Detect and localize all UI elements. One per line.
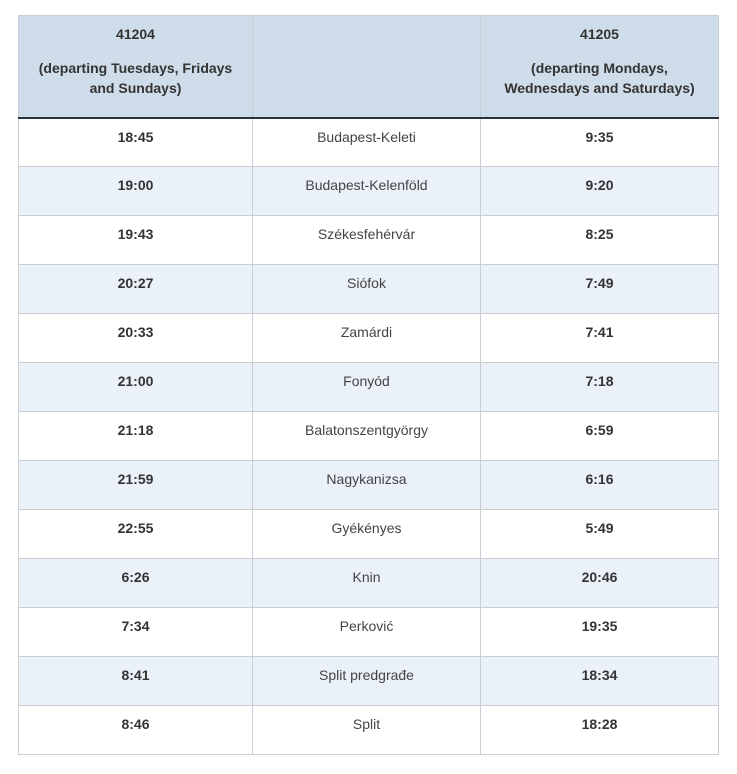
train-number: 41205 xyxy=(580,26,619,42)
time-41204: 20:33 xyxy=(19,314,253,363)
table-row xyxy=(19,608,719,657)
time-41204: 7:34 xyxy=(19,608,253,657)
table-row xyxy=(19,412,719,461)
time-41204: 21:18 xyxy=(19,412,253,461)
table-row xyxy=(19,510,719,559)
time-41205: 7:18 xyxy=(481,363,719,412)
station-name: Gyékényes xyxy=(253,510,481,559)
station-name: Perković xyxy=(253,608,481,657)
timetable-header xyxy=(19,16,719,118)
time-41205: 5:49 xyxy=(481,510,719,559)
time-41204: 21:59 xyxy=(19,461,253,510)
time-41204: 6:26 xyxy=(19,559,253,608)
time-41205: 9:35 xyxy=(481,118,719,167)
station-name: Budapest-Kelenföld xyxy=(253,167,481,216)
time-41205: 20:46 xyxy=(481,559,719,608)
time-41205: 18:34 xyxy=(481,657,719,706)
table-row xyxy=(19,167,719,216)
time-41204: 8:41 xyxy=(19,657,253,706)
table-row xyxy=(19,657,719,706)
time-41204: 19:43 xyxy=(19,216,253,265)
table-row xyxy=(19,559,719,608)
table-row xyxy=(19,216,719,265)
time-41205: 6:16 xyxy=(481,461,719,510)
timetable-body xyxy=(19,118,719,755)
station-name: Split predgrađe xyxy=(253,657,481,706)
header-station xyxy=(253,16,481,118)
time-41205: 19:35 xyxy=(481,608,719,657)
time-41204: 22:55 xyxy=(19,510,253,559)
station-name: Székesfehérvár xyxy=(253,216,481,265)
table-row xyxy=(19,461,719,510)
station-name: Zamárdi xyxy=(253,314,481,363)
time-41205: 18:28 xyxy=(481,706,719,755)
table-row xyxy=(19,118,719,167)
train-number: 41204 xyxy=(116,26,155,42)
time-41205: 8:25 xyxy=(481,216,719,265)
station-name: Split xyxy=(253,706,481,755)
time-41205: 6:59 xyxy=(481,412,719,461)
table-row xyxy=(19,265,719,314)
time-41204: 8:46 xyxy=(19,706,253,755)
time-41204: 20:27 xyxy=(19,265,253,314)
station-name: Balatonszentgyörgy xyxy=(253,412,481,461)
table-row xyxy=(19,314,719,363)
time-41204: 19:00 xyxy=(19,167,253,216)
table-row xyxy=(19,363,719,412)
table-row xyxy=(19,706,719,755)
station-name: Budapest-Keleti xyxy=(253,118,481,167)
station-name: Fonyód xyxy=(253,363,481,412)
station-name: Siófok xyxy=(253,265,481,314)
header-row xyxy=(19,16,719,118)
header-train-41205 xyxy=(481,16,719,118)
time-41205: 7:41 xyxy=(481,314,719,363)
train-days: (departing Tuesdays, Fridays and Sundays) xyxy=(38,60,233,96)
station-name: Nagykanizsa xyxy=(253,461,481,510)
time-41205: 9:20 xyxy=(481,167,719,216)
station-name: Knin xyxy=(253,559,481,608)
train-days: (departing Mondays, Wednesdays and Saturdays) xyxy=(504,60,695,96)
time-41205: 7:49 xyxy=(481,265,719,314)
time-41204: 21:00 xyxy=(19,363,253,412)
timetable xyxy=(18,15,719,755)
time-41204: 18:45 xyxy=(19,118,253,167)
header-train-41204 xyxy=(19,16,253,118)
